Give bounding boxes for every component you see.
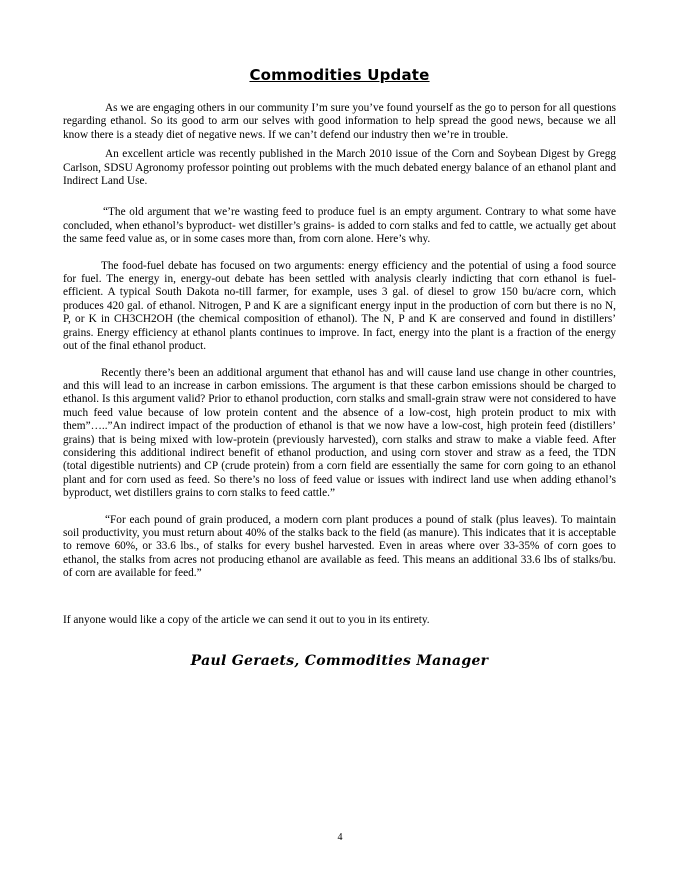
paragraph-stalks: “For each pound of grain produced, a modern corn plant produces a pound of stalk (plus leaves). To maintain soil productivity, you must return about 40% of the stalks back to the field (as manure). This indicates that it is acceptable to remove 60%, or 33.6 lbs., of stalks for every bushel harvested. Even in areas where over 33-35% of corn goes to ethanol, the stalks from acres not producing ethanol are available as feed. This means an additional 33.6 lbs of stalks/bu. of corn are available for feed.” xyxy=(63,513,616,580)
paragraph-intro: As we are engaging others in our community I’m sure you’ve found yourself as the go to person for all questions regarding ethanol. So its good to arm our selves with good information to help spread the good news, because we all know there is a steady diet of negative news. If we can’t defend our industry then we’re in trouble. xyxy=(63,102,616,141)
page-number: 4 xyxy=(337,832,343,843)
document-page xyxy=(63,66,616,669)
paragraph-land-use: Recently there’s been an additional argument that ethanol has and will cause land use change in other countries, and this will lead to an increase in carbon emissions. The argument is that these carbon emissions should be charged to ethanol. Is this argument valid? Prior to ethanol production, corn stalks and small-grain straw were not considered to have much feed value because of low protein content and the absence of a low-cost, high protein product to mix with them”…..”An indirect impact of the production of ethanol is that we now have a low-cost, high protein feed (distillers’ grains) that is being mixed with low-protein (previously harvested), corn stalks and straw to make a viable feed. After considering this additional indirect benefit of ethanol production, and using corn stover and straw as a feed, the TDN (total digestible nutrients) and CP (crude protein) from a corn field are essentially the same for corn going to an ethanol plant and for corn used as feed. So there’s no loss of feed value or issues with indirect land use when adding ethanol’s byproduct, wet distillers grains to corn stalks to feed cattle.” xyxy=(63,366,616,500)
paragraph-article-reference: An excellent article was recently published in the March 2010 issue of the Corn and Soybean Digest by Gregg Carlson, SDSU Agronomy professor pointing out problems with the much debated energy balance of an ethanol plant and Indirect Land Use. xyxy=(63,148,616,188)
signature: Paul Geraets, Commodities Manager xyxy=(190,653,489,669)
page-title: Commodities Update xyxy=(249,66,430,84)
paragraph-closing: If anyone would like a copy of the article we can send it out to you in its entirety. xyxy=(63,613,430,626)
paragraph-quote-feed-argument: “The old argument that we’re wasting feed to produce fuel is an empty argument. Contrary to what some have concluded, when ethanol’s byproduct- wet distiller’s grains- is added to corn stalks and fed to cattle, we actually get about the same feed value as, or in some cases more than, from corn alone. Here’s why. xyxy=(63,206,616,246)
paragraph-food-fuel-debate: The food-fuel debate has focused on two arguments: energy efficiency and the potential of using a food source for fuel. The energy in, energy-out debate has been settled with analysis clearly indicting that corn ethanol is fuel-efficient. A typical South Dakota no-till farmer, for example, uses 3 gal. of diesel to grow 150 bu/acre corn, which produces 420 gal. of ethanol. Nitrogen, P and K are a significant energy input in the production of corn but there is no N, P, or K in CH3CH2OH (the chemical composition of ethanol). The N, P and K are conserved and found in distillers’ grains. Energy efficiency at ethanol plants continues to improve. In fact, energy into the plant is a fraction of the energy out of the final ethanol product. xyxy=(63,259,616,353)
